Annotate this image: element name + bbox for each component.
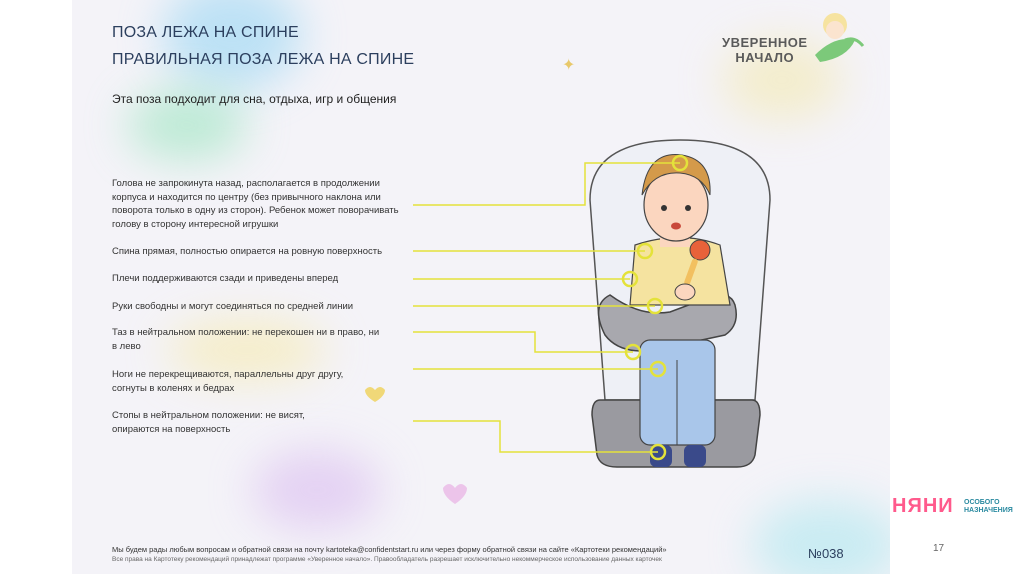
heart-icon-pink: [443, 484, 467, 504]
logo-line-2: НАЧАЛО: [735, 50, 795, 65]
heart-icon-yellow: [365, 387, 385, 402]
card-heading: ПРАВИЛЬНАЯ ПОЗА ЛЕЖА НА СПИНЕ: [112, 51, 415, 68]
description-head: Голова не запрокинута назад, располагается в продолжении корпуса и находится по центру (без привычного наклона или поворота только в одну из сторон). Ребенок может поворачивать голову в сторону интересной игрушки: [112, 178, 399, 230]
brand-tagline-2: НАЗНАЧЕНИЯ: [964, 507, 1013, 514]
card-title: ПОЗА ЛЕЖА НА СПИНЕ: [112, 24, 299, 41]
star-icon: ✦: [562, 57, 576, 74]
brand-name: НЯНИ: [892, 495, 954, 517]
footer-rights: Все права на Картотеку рекомендаций принадлежат программе «Уверенное начало». Правообладатель разрешает исключительно некоммерческое использование данных карточек: [112, 556, 662, 563]
page-number: 17: [933, 543, 945, 554]
brand-tagline: [964, 499, 1013, 515]
description-legs: Ноги не перекрещиваются, параллельны друг другу, согнуты в коленях и бедрах: [112, 369, 344, 394]
footer-contact: Мы будем рады любым вопросам и обратной связи на почту kartoteka@confidentstart.ru или через форму обратной связи на сайте «Картотеки рекомендаций»: [112, 545, 667, 554]
card-subtitle: Эта поза подходит для сна, отдыха, игр и общения: [112, 92, 397, 106]
description-arms: Руки свободны и могут соединяться по средней линии: [112, 301, 354, 312]
brand-tagline-1: ОСОБОГО: [964, 499, 1000, 506]
logo-line-1: УВЕРЕННОЕ: [722, 35, 808, 50]
description-pelvis: Таз в нейтральном положении: не перекошен ни в право, ни в лево: [112, 327, 380, 352]
brand-logo-nyani: [892, 495, 1013, 518]
logo-mascot-icon: [815, 13, 863, 62]
card-number: №038: [808, 546, 844, 561]
description-back: Спина прямая, полностью опирается на ровную поверхность: [112, 246, 383, 257]
description-feet: Стопы в нейтральном положении: не висят, опираются на поверхность: [112, 410, 305, 435]
description-shoulders: Плечи поддерживаются сзади и приведены вперед: [112, 273, 339, 284]
